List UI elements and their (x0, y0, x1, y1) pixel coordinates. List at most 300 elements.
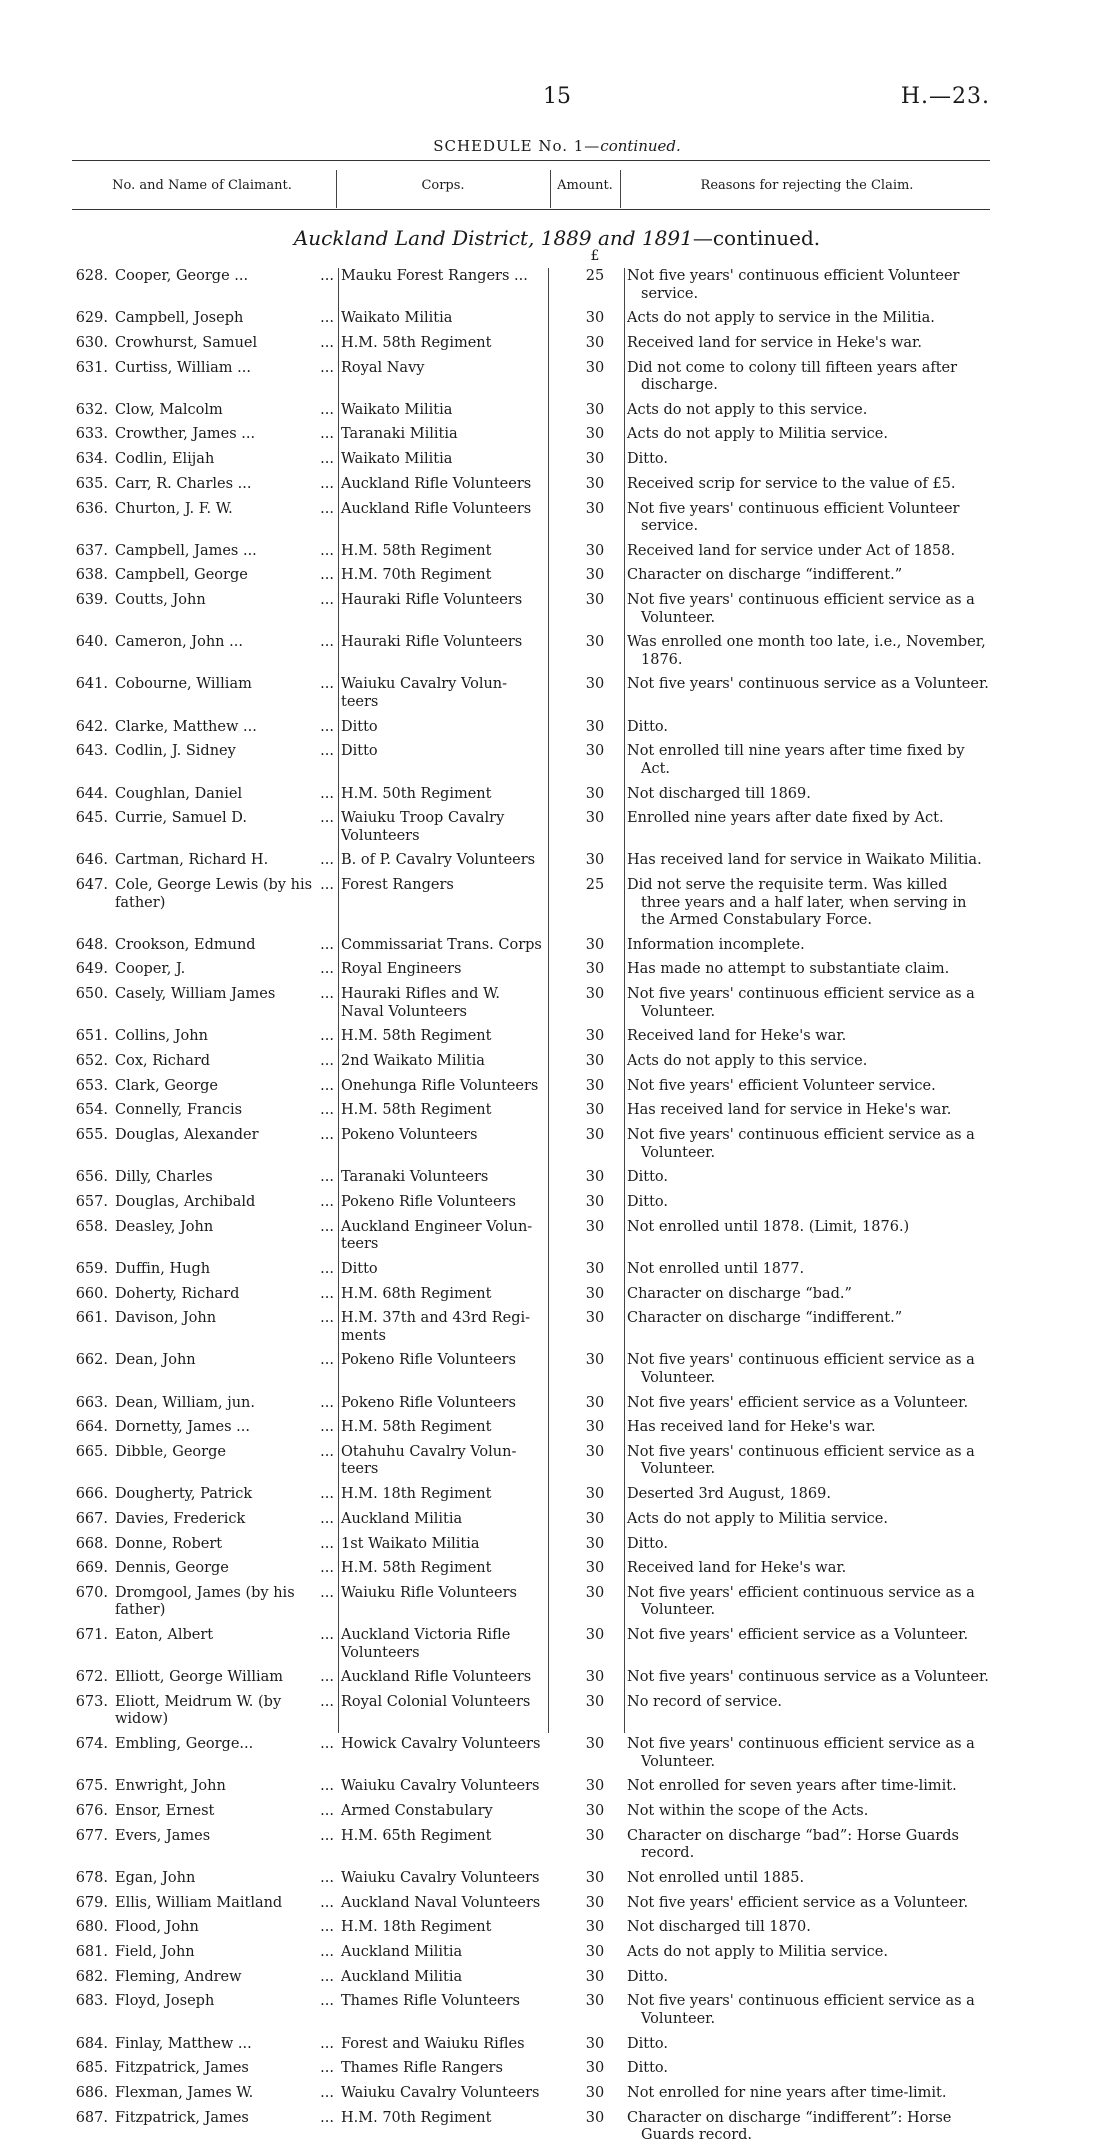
claimant-name (115, 1352, 328, 1370)
rejection-reason-line: Acts do not apply to Militia service. (627, 1510, 888, 1527)
table-row (0, 1585, 1114, 1627)
rejection-reason (627, 1028, 989, 1046)
corps-line: Pokeno Rifle Volunteers (341, 1352, 516, 1369)
rejection-reason-line: Ditto. (627, 1968, 669, 1985)
rejection-reason (627, 786, 989, 804)
corps-line: Onehunga Rifle Volunteers (341, 1077, 539, 1094)
leader-dots: ... (320, 961, 334, 978)
claim-number: 671. (75, 1627, 108, 1644)
claim-number: 679. (75, 1894, 108, 1911)
leader-dots: ... (320, 986, 334, 1003)
rejection-reason-line: Did not serve the requisite term. Was killed (627, 877, 948, 894)
corps (341, 1736, 546, 1754)
corps-line: teers (341, 693, 379, 710)
table-row (0, 1870, 1114, 1895)
claimant-name (115, 451, 328, 469)
corps-line: Royal Colonial Volunteers (341, 1693, 531, 1710)
amount: 30 (585, 1260, 605, 1277)
rejection-reason-line: Not five years' efficient service as a Volunteer. (627, 1894, 969, 1911)
claimant-name-line: Dornetty, James ... (115, 1419, 251, 1436)
leader-dots: ... (320, 500, 334, 517)
claim-number: 669. (75, 1560, 108, 1577)
claimant-name (115, 810, 328, 828)
corps-line: Waiuku Cavalry Volunteers (341, 1778, 540, 1795)
claimant-name (115, 743, 328, 761)
rejection-reason (627, 451, 989, 469)
corps (341, 1870, 546, 1888)
corps-line: Forest and Waiuku Rifles (341, 2035, 525, 2052)
table-row (0, 1969, 1114, 1994)
claim-number: 658. (75, 1218, 108, 1235)
rejection-reason (627, 852, 989, 870)
corps (341, 426, 546, 444)
claim-number: 687. (75, 2109, 108, 2126)
rejection-reason-line: Not five years' continuous efficient service as a (627, 592, 975, 609)
amount: 30 (585, 2035, 605, 2052)
rejection-reason-line: Acts do not apply to this service. (627, 1053, 868, 1069)
amount: 30 (585, 2109, 605, 2126)
corps-line: H.M. 58th Regiment (341, 1102, 492, 1119)
amount: 30 (585, 451, 605, 468)
table-row (0, 1736, 1114, 1778)
rejection-reason (627, 1694, 989, 1712)
leader-dots: ... (320, 1193, 334, 1210)
claimant-name-line: Churton, J. F. W. (115, 500, 233, 517)
corps-line: H.M. 58th Regiment (341, 334, 492, 351)
rejection-reason (627, 1536, 989, 1554)
corps (341, 2036, 546, 2054)
corps-line: Waikato Militia (341, 401, 453, 418)
claimant-name-line: Clarke, Matthew ... (115, 718, 257, 735)
corps-line: Mauku Forest Rangers ... (341, 268, 528, 284)
rejection-reason-line: Not five years' continuous efficient service as a (627, 986, 975, 1003)
corps (341, 743, 546, 761)
corps (341, 1078, 546, 1096)
rejection-reason (627, 592, 989, 627)
amount: 30 (585, 1627, 605, 1644)
claim-number: 629. (75, 310, 108, 327)
leader-dots: ... (320, 426, 334, 443)
rejection-reason (627, 1444, 989, 1479)
rejection-reason-line: Has received land for service in Waikato Militia. (627, 852, 982, 869)
claimant-name-line: Coutts, John (115, 592, 206, 609)
claimant-name (115, 1944, 328, 1962)
leader-dots: ... (320, 2060, 334, 2077)
amount: 30 (585, 1693, 605, 1710)
rejection-reason-line: Not enrolled until 1877. (627, 1260, 805, 1277)
claimant-name-line: Fitzpatrick, James (115, 2109, 249, 2126)
claim-number: 651. (75, 1028, 108, 1045)
table-row (0, 1895, 1114, 1920)
table-row (0, 310, 1114, 335)
rejection-reason-line: 1876. (641, 651, 683, 668)
claimant-name-line: Floyd, Joseph (115, 1993, 215, 2010)
claimant-name (115, 1028, 328, 1046)
claimant-name-line: Field, John (115, 1943, 195, 1960)
corps-line: Naval Volunteers (341, 1003, 467, 1020)
claimant-name-line: father) (115, 1602, 166, 1619)
claimant-name-line: Currie, Samuel D. (115, 810, 247, 827)
claimant-name (115, 1585, 328, 1620)
corps (341, 1286, 546, 1304)
claimant-name (115, 1486, 328, 1504)
table-row (0, 1194, 1114, 1219)
claimant-name (115, 1169, 328, 1187)
table-row (0, 1078, 1114, 1103)
leader-dots: ... (320, 1778, 334, 1795)
leader-dots: ... (320, 1077, 334, 1094)
claim-number: 654. (75, 1102, 108, 1119)
rejection-reason (627, 1627, 989, 1645)
rejection-reason-line: Character on discharge “bad”: Horse Guards (627, 1827, 959, 1844)
rejection-reason (627, 1053, 989, 1071)
amount: 30 (585, 1169, 605, 1186)
table-row (0, 1536, 1114, 1561)
corps (341, 268, 546, 286)
claimant-name-line: Crookson, Edmund (115, 936, 256, 953)
corps-line: H.M. 58th Regiment (341, 1419, 492, 1436)
rejection-reason (627, 1419, 989, 1437)
rejection-reason-line: Volunteer. (641, 1003, 716, 1020)
claimant-name (115, 1127, 328, 1145)
rejection-reason-line: Has made no attempt to substantiate claim. (627, 961, 950, 978)
table-row (0, 743, 1114, 785)
leader-dots: ... (320, 1535, 334, 1552)
claimant-name-line: Crowhurst, Samuel (115, 334, 258, 351)
amount: 30 (585, 1869, 605, 1886)
amount: 30 (585, 592, 605, 609)
corps (341, 852, 546, 870)
claimant-name-line: Douglas, Alexander (115, 1127, 259, 1144)
rejection-reason (627, 310, 989, 328)
rejection-reason-line: Received land for Heke's war. (627, 1028, 847, 1045)
table-row (0, 1286, 1114, 1311)
corps-line: Waiuku Cavalry Volunteers (341, 1869, 540, 1886)
claimant-name-line: Dilly, Charles (115, 1169, 213, 1186)
rejection-reason (627, 937, 989, 955)
claimant-name (115, 426, 328, 444)
rejection-reason (627, 1511, 989, 1529)
claimant-name (115, 1969, 328, 1987)
claimant-name-line: Clark, George (115, 1077, 219, 1094)
rejection-reason (627, 1669, 989, 1687)
corps-line: Waiuku Cavalry Volun- (341, 676, 508, 693)
leader-dots: ... (320, 1993, 334, 2010)
corps-line: Taranaki Militia (341, 426, 458, 443)
corps (341, 476, 546, 494)
corps-line: Auckland Rifle Volunteers (341, 1669, 532, 1686)
corps (341, 1486, 546, 1504)
claim-number: 631. (75, 359, 108, 376)
corps-line: Ditto (341, 718, 378, 735)
claim-number: 677. (75, 1827, 108, 1844)
rejection-reason-line: No record of service. (627, 1693, 783, 1710)
claim-number: 636. (75, 500, 108, 517)
amount: 30 (585, 1285, 605, 1302)
rejection-reason-line: Did not come to colony till fifteen years after (627, 359, 958, 376)
claimant-name (115, 1870, 328, 1888)
corps-line: H.M. 70th Regiment (341, 2109, 492, 2126)
claim-number: 628. (75, 268, 108, 284)
rejection-reason-line: Not discharged till 1870. (627, 1919, 811, 1936)
table-row (0, 1694, 1114, 1736)
claim-number: 630. (75, 334, 108, 351)
amount: 30 (585, 2060, 605, 2077)
schedule-title: SCHEDULE No. 1—continued. (433, 137, 681, 155)
table-row (0, 1419, 1114, 1444)
claim-number: 642. (75, 718, 108, 735)
leader-dots: ... (320, 718, 334, 735)
table-row (0, 786, 1114, 811)
rejection-reason (627, 743, 989, 778)
corps (341, 1669, 546, 1687)
claimant-name (115, 1219, 328, 1237)
rejection-reason-line: Not five years' continuous efficient service as a (627, 1127, 975, 1144)
claimant-name (115, 543, 328, 561)
claimant-name-line: Fleming, Andrew (115, 1968, 242, 1985)
corps (341, 1102, 546, 1120)
leader-dots: ... (320, 1028, 334, 1045)
claimant-name (115, 1919, 328, 1937)
table-row (0, 402, 1114, 427)
amount: 30 (585, 1127, 605, 1144)
rejection-reason (627, 2036, 989, 2054)
rejection-reason-line: service. (641, 518, 699, 534)
amount: 30 (585, 1028, 605, 1045)
amount: 30 (585, 634, 605, 651)
corps (341, 1419, 546, 1437)
corps-line: Howick Cavalry Volunteers (341, 1736, 541, 1753)
claim-number: 661. (75, 1310, 108, 1327)
table-row (0, 1310, 1114, 1352)
leader-dots: ... (320, 1943, 334, 1960)
claimant-name (115, 310, 328, 328)
claim-number: 646. (75, 852, 108, 869)
claim-number: 675. (75, 1778, 108, 1795)
rejection-reason (627, 1286, 989, 1304)
claimant-name-line: Eliott, Meidrum W. (by (115, 1693, 282, 1710)
corps-line: Waiuku Rifle Volunteers (341, 1584, 517, 1601)
corps-line: Armed Constabulary (341, 1803, 493, 1819)
claimant-name-line: Codlin, J. Sidney (115, 743, 236, 760)
corps (341, 1895, 546, 1913)
amount: 30 (585, 986, 605, 1003)
claimant-name (115, 1828, 328, 1846)
corps (341, 1352, 546, 1370)
amount: 30 (585, 1669, 605, 1686)
currency-symbol: £ (590, 248, 600, 264)
leader-dots: ... (320, 1486, 334, 1503)
rejection-reason-line: Not five years' continuous service as a Volunteer. (627, 1669, 989, 1686)
corps-line: H.M. 18th Regiment (341, 1486, 492, 1503)
claimant-name (115, 986, 328, 1004)
claimant-name-line: Dean, John (115, 1352, 196, 1369)
table-row (0, 592, 1114, 634)
leader-dots: ... (320, 1584, 334, 1601)
rejection-reason (627, 1352, 989, 1387)
rejection-reason-line: record. (641, 1845, 695, 1862)
table-row (0, 676, 1114, 718)
claimant-name-line: Clow, Malcolm (115, 401, 223, 418)
corps-line: Auckland Victoria Rifle (341, 1627, 511, 1644)
rejection-reason-line: Character on discharge “indifferent.” (627, 567, 903, 584)
rejection-reason-line: Not within the scope of the Acts. (627, 1803, 869, 1819)
leader-dots: ... (320, 634, 334, 651)
claimant-name-line: Elliott, George William (115, 1669, 283, 1686)
amount: 30 (585, 1486, 605, 1503)
corps-line: Pokeno Rifle Volunteers (341, 1394, 516, 1411)
claimant-name (115, 402, 328, 420)
rejection-reason-line: Guards record. (641, 2127, 753, 2144)
rejection-reason-line: Received land for service under Act of 1858. (627, 542, 956, 559)
corps-line: Royal Engineers (341, 961, 462, 978)
rejection-reason-line: Not five years' continuous efficient service as a (627, 1736, 975, 1753)
claimant-name-line: Cole, George Lewis (by his (115, 877, 313, 894)
claimant-name-line: Coughlan, Daniel (115, 785, 243, 802)
rejection-reason-line: Volunteer. (641, 2010, 716, 2027)
claimant-name-line: Finlay, Matthew ... (115, 2035, 252, 2052)
claim-number: 668. (75, 1535, 108, 1552)
corps (341, 676, 546, 711)
claimant-name-line: Enwright, John (115, 1778, 226, 1795)
corps-line: Auckland Militia (341, 1510, 463, 1527)
claimant-name (115, 1536, 328, 1554)
corps (341, 719, 546, 737)
claim-number: 663. (75, 1394, 108, 1411)
amount: 30 (585, 810, 605, 827)
amount: 30 (585, 1510, 605, 1527)
leader-dots: ... (320, 852, 334, 869)
claim-number: 639. (75, 592, 108, 609)
claimant-name (115, 268, 328, 286)
claimant-name (115, 1803, 328, 1821)
corps-line: Royal Navy (341, 359, 425, 376)
corps (341, 1919, 546, 1937)
claim-number: 645. (75, 810, 108, 827)
amount: 30 (585, 718, 605, 735)
corps (341, 937, 546, 955)
amount: 30 (585, 785, 605, 802)
claimant-name (115, 2036, 328, 2054)
rejection-reason-line: Ditto. (627, 1535, 669, 1552)
amount: 30 (585, 2084, 605, 2101)
corps-line: ments (341, 1327, 386, 1344)
claimant-name-line: Casely, William James (115, 986, 276, 1003)
leader-dots: ... (320, 1352, 334, 1369)
claimant-name-line: Campbell, George (115, 567, 248, 584)
claimant-name-line: Flexman, James W. (115, 2084, 254, 2101)
rejection-reason (627, 877, 989, 930)
table-row (0, 937, 1114, 962)
table-row (0, 1778, 1114, 1803)
corps (341, 1828, 546, 1846)
leader-dots: ... (320, 1510, 334, 1527)
leader-dots: ... (320, 268, 334, 284)
claimant-name (115, 1444, 328, 1462)
rejection-reason (627, 543, 989, 561)
claim-number: 685. (75, 2060, 108, 2077)
rejection-reason-line: Not enrolled till nine years after time fixed by (627, 743, 965, 760)
corps (341, 543, 546, 561)
corps-line: Auckland Militia (341, 1943, 463, 1960)
corps-line: Forest Rangers (341, 877, 454, 894)
leader-dots: ... (320, 1827, 334, 1844)
table-row (0, 719, 1114, 744)
amount: 30 (585, 961, 605, 978)
claim-number: 637. (75, 542, 108, 559)
corps-line: H.M. 58th Regiment (341, 542, 492, 559)
claim-number: 680. (75, 1919, 108, 1936)
claim-number: 660. (75, 1285, 108, 1302)
amount: 30 (585, 1352, 605, 1369)
amount: 30 (585, 1560, 605, 1577)
corps (341, 1694, 546, 1712)
claim-number: 647. (75, 877, 108, 894)
corps (341, 501, 546, 519)
claim-number: 656. (75, 1169, 108, 1186)
leader-dots: ... (320, 1260, 334, 1277)
claim-number: 662. (75, 1352, 108, 1369)
corps-line: Volunteers (341, 827, 420, 844)
table-row (0, 1919, 1114, 1944)
rejection-reason (627, 1944, 989, 1962)
corps-line: B. of P. Cavalry Volunteers (341, 852, 536, 869)
claimant-name-line: Dennis, George (115, 1560, 229, 1577)
table-row (0, 451, 1114, 476)
rejection-reason-line: three years and a half later, when serving in (641, 894, 967, 911)
corps-line: H.M. 65th Regiment (341, 1827, 492, 1844)
rejection-reason-line: Volunteer. (641, 1144, 716, 1161)
corps (341, 1944, 546, 1962)
leader-dots: ... (320, 743, 334, 760)
corps (341, 1803, 546, 1821)
amount: 30 (585, 401, 605, 418)
claimant-name-line: Codlin, Elijah (115, 451, 215, 468)
claimant-name-line: Donne, Robert (115, 1535, 223, 1552)
leader-dots: ... (320, 1669, 334, 1686)
corps-line: Taranaki Volunteers (341, 1169, 489, 1186)
claimant-name-line: Deasley, John (115, 1218, 214, 1235)
claimant-name (115, 2085, 328, 2103)
amount: 30 (585, 936, 605, 953)
column-header-reasons: Reasons for rejecting the Claim. (700, 178, 914, 193)
leader-dots: ... (320, 2035, 334, 2052)
claim-number: 678. (75, 1869, 108, 1886)
table-row (0, 986, 1114, 1028)
leader-dots: ... (320, 1419, 334, 1436)
claim-number: 659. (75, 1260, 108, 1277)
table-row (0, 1944, 1114, 1969)
table-row (0, 1219, 1114, 1261)
rejection-reason-line: Ditto. (627, 451, 669, 468)
claimant-name (115, 476, 328, 494)
claimant-name-line: Davies, Frederick (115, 1510, 246, 1527)
rejection-reason-line: Information incomplete. (627, 936, 805, 953)
claimant-name-line: Cox, Richard (115, 1053, 211, 1069)
claim-number: 653. (75, 1077, 108, 1094)
claimant-name (115, 1261, 328, 1279)
rejection-reason-line: Acts do not apply to Militia service. (627, 426, 888, 443)
table-row (0, 543, 1114, 568)
corps (341, 986, 546, 1021)
table-row (0, 426, 1114, 451)
claimant-name-line: Collins, John (115, 1028, 208, 1045)
rejection-reason-line: Act. (641, 760, 671, 777)
claim-number: 635. (75, 475, 108, 492)
leader-dots: ... (320, 310, 334, 327)
claimant-name (115, 1669, 328, 1687)
corps-line: Hauraki Rifle Volunteers (341, 592, 523, 609)
